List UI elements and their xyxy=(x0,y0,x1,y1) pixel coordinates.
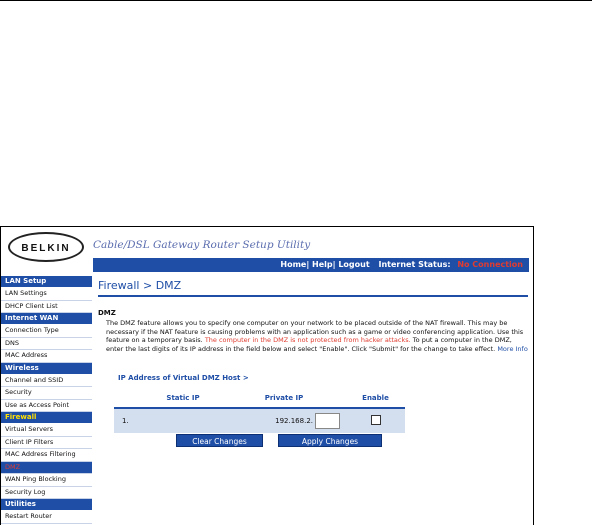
title-divider xyxy=(98,295,528,297)
sidebar-item-use-as-ap[interactable]: Use as Access Point xyxy=(1,400,92,413)
sidebar-item-dns[interactable]: DNS xyxy=(1,338,92,351)
table-row xyxy=(114,408,405,433)
enable-cell xyxy=(346,408,405,433)
sidebar-item-security-log[interactable]: Security Log xyxy=(1,487,92,500)
private-ip-cell xyxy=(222,408,346,433)
sidebar-item-restart-router[interactable]: Restart Router xyxy=(1,511,92,524)
col-static-ip: Static IP xyxy=(144,389,222,408)
sidebar-item-channel-ssid[interactable]: Channel and SSID xyxy=(1,375,92,388)
apply-changes-button[interactable]: Apply Changes xyxy=(278,434,382,447)
main-content xyxy=(98,279,528,446)
top-nav-bar xyxy=(93,258,529,272)
belkin-logo xyxy=(8,232,84,262)
internet-status-label: Internet Status: xyxy=(378,260,451,269)
more-info-link[interactable]: More Info xyxy=(497,344,528,353)
router-setup-window xyxy=(0,226,534,525)
private-ip-input[interactable] xyxy=(315,413,340,429)
sidebar-item-mac-address[interactable]: MAC Address xyxy=(1,350,92,363)
sidebar-item-connection-type[interactable]: Connection Type xyxy=(1,325,92,338)
desc-text-1: The DMZ feature allows you to specify one computer on your network to be placed outside of the NAT firewall. This may be necessary if the NAT feature is causing problems with an application such as a game or video conferencing application. Use this feature on a temporary basis. xyxy=(106,319,524,344)
sidebar-item-lan-settings[interactable]: LAN Settings xyxy=(1,288,92,301)
enable-checkbox[interactable] xyxy=(371,415,381,425)
svg-text:BELKIN: BELKIN xyxy=(21,243,71,254)
sidebar-item-wan-ping-blocking[interactable]: WAN Ping Blocking xyxy=(1,474,92,487)
col-enable: Enable xyxy=(346,389,405,408)
sidebar-item-security[interactable]: Security xyxy=(1,387,92,400)
sidebar-head-wireless[interactable]: Wireless xyxy=(1,363,92,375)
private-ip-prefix: 192.168.2. xyxy=(275,417,313,425)
section-title: DMZ xyxy=(98,309,116,317)
dmz-table-title: IP Address of Virtual DMZ Host > xyxy=(118,374,249,382)
app-title: Cable/DSL Gateway Router Setup Utility xyxy=(93,239,311,251)
sidebar-head-internet-wan[interactable]: Internet WAN xyxy=(1,313,92,325)
sidebar-item-dmz[interactable]: DMZ xyxy=(1,462,92,475)
dmz-description xyxy=(106,319,530,353)
col-private-ip: Private IP xyxy=(222,389,346,408)
breadcrumb: Firewall > DMZ xyxy=(98,279,182,292)
static-ip-cell xyxy=(144,408,222,433)
desc-warning: The computer in the DMZ is not protected from hacker attacks. xyxy=(204,336,411,344)
dmz-host-table xyxy=(114,389,405,433)
internet-status-value: No Connection xyxy=(457,260,523,269)
sidebar-head-lan-setup[interactable]: LAN Setup xyxy=(1,276,92,288)
header xyxy=(1,227,533,273)
clear-changes-button[interactable]: Clear Changes xyxy=(176,434,263,447)
top-nav-links[interactable]: Home| Help| Logout xyxy=(280,260,370,269)
belkin-logo-mark xyxy=(14,240,78,254)
col-index xyxy=(114,389,144,408)
sidebar-item-mac-address-filtering[interactable]: MAC Address Filtering xyxy=(1,449,92,462)
row-index: 1. xyxy=(114,408,144,433)
sidebar xyxy=(1,276,92,525)
sidebar-head-utilities[interactable]: Utilities xyxy=(1,499,92,511)
table-header-row xyxy=(114,389,405,408)
desc-text-2: To put a computer in the DMZ, enter the last digits of its IP address in the field below and select "Enable". Click "Submit" for the change to take effect. xyxy=(106,336,512,353)
top-rule xyxy=(0,0,592,1)
sidebar-item-dhcp-client-list[interactable]: DHCP Client List xyxy=(1,301,92,314)
sidebar-head-firewall[interactable]: Firewall xyxy=(1,412,92,424)
sidebar-item-virtual-servers[interactable]: Virtual Servers xyxy=(1,424,92,437)
sidebar-item-client-ip-filters[interactable]: Client IP Filters xyxy=(1,437,92,450)
